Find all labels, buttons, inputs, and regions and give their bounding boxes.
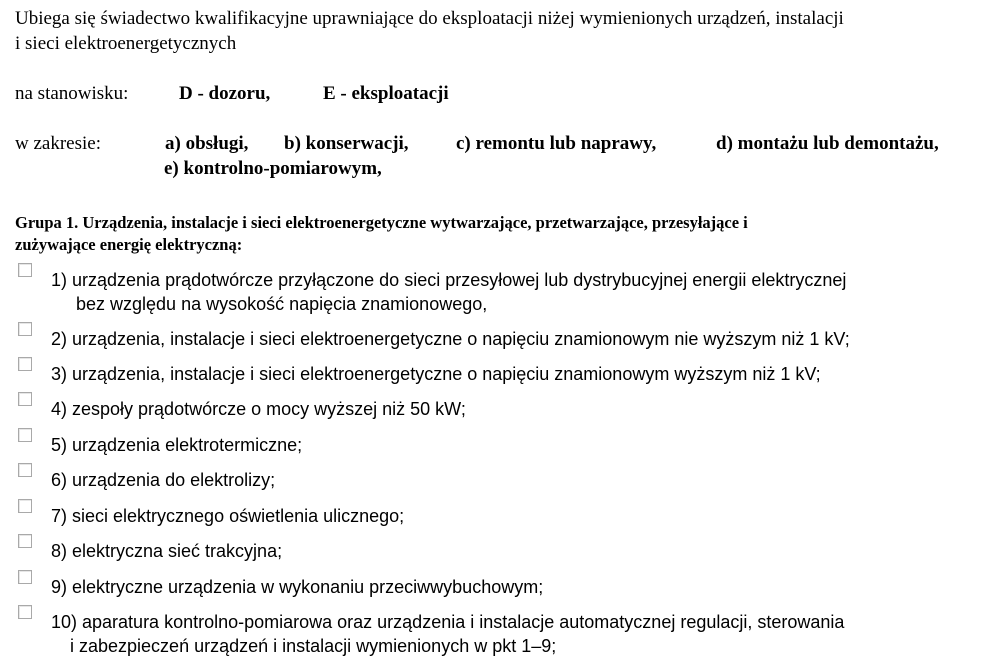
checkbox-item-7[interactable] <box>18 499 32 513</box>
item-3-text: 3) urządzenia, instalacje i sieci elektroenergetyczne o napięciu znamionowym wyższym niż 1 kV; <box>51 364 821 384</box>
group-title-line-2: zużywające energię elektryczną: <box>15 235 243 254</box>
item-1-text: 1) urządzenia prądotwórcze przyłączone do sieci przesyłowej lub dystrybucyjnej energii elektrycznej bez względu na wysokość napięcia znamionowego, <box>51 270 847 314</box>
checkbox-item-6[interactable] <box>18 463 32 477</box>
item-8-text: 8) elektryczna sieć trakcyjna; <box>51 541 283 561</box>
scope-label: w zakresie: <box>15 133 101 154</box>
checkbox-item-9[interactable] <box>18 570 32 584</box>
scope-option-d: d) montażu lub demontażu, <box>716 133 939 154</box>
checkbox-item-1[interactable] <box>18 263 32 277</box>
position-option-dozoru: D - dozoru, <box>179 83 271 104</box>
checkbox-item-3[interactable] <box>18 357 32 371</box>
checkbox-item-5[interactable] <box>18 428 32 442</box>
intro-paragraph <box>15 6 844 56</box>
item-7-text: 7) sieci elektrycznego oświetlenia ulicznego; <box>51 506 405 526</box>
checkbox-item-8[interactable] <box>18 534 32 548</box>
item-9-text: 9) elektryczne urządzenia w wykonaniu przeciwwybuchowym; <box>51 577 544 597</box>
scope-option-b: b) konserwacji, <box>284 133 409 154</box>
group-title-line-1: Grupa 1. Urządzenia, instalacje i sieci elektroenergetyczne wytwarzające, przetwarzające, przesyłające i <box>15 213 748 232</box>
scope-option-c: c) remontu lub naprawy, <box>456 133 657 154</box>
position-label: na stanowisku: <box>15 83 129 104</box>
checkbox-item-10[interactable] <box>18 605 32 619</box>
intro-line-2: i sieci elektroenergetycznych <box>15 33 237 54</box>
item-6-text: 6) urządzenia do elektrolizy; <box>51 470 276 490</box>
position-option-eksploatacji: E - eksploatacji <box>323 83 449 104</box>
checkbox-item-2[interactable] <box>18 322 32 336</box>
checkbox-item-4[interactable] <box>18 392 32 406</box>
scope-option-a: a) obsługi, <box>165 133 249 154</box>
item-2-text: 2) urządzenia, instalacje i sieci elektroenergetyczne o napięciu znamionowym nie wyższym niż 1 kV; <box>51 329 850 349</box>
item-10-text: 10) aparatura kontrolno-pomiarowa oraz urządzenia i instalacje automatycznej regulacji, sterowania i zabezpieczeń urządzeń i instalacji wymienionych w pkt 1–9; <box>51 612 845 656</box>
item-4-text: 4) zespoły prądotwórcze o mocy wyższej niż 50 kW; <box>51 399 466 419</box>
item-5-text: 5) urządzenia elektrotermiczne; <box>51 435 303 455</box>
group-1-title <box>15 212 748 256</box>
scope-option-e: e) kontrolno-pomiarowym, <box>164 158 382 179</box>
intro-line-1: Ubiega się świadectwo kwalifikacyjne uprawniające do eksploatacji niżej wymienionych urządzeń, instalacji <box>15 8 844 29</box>
